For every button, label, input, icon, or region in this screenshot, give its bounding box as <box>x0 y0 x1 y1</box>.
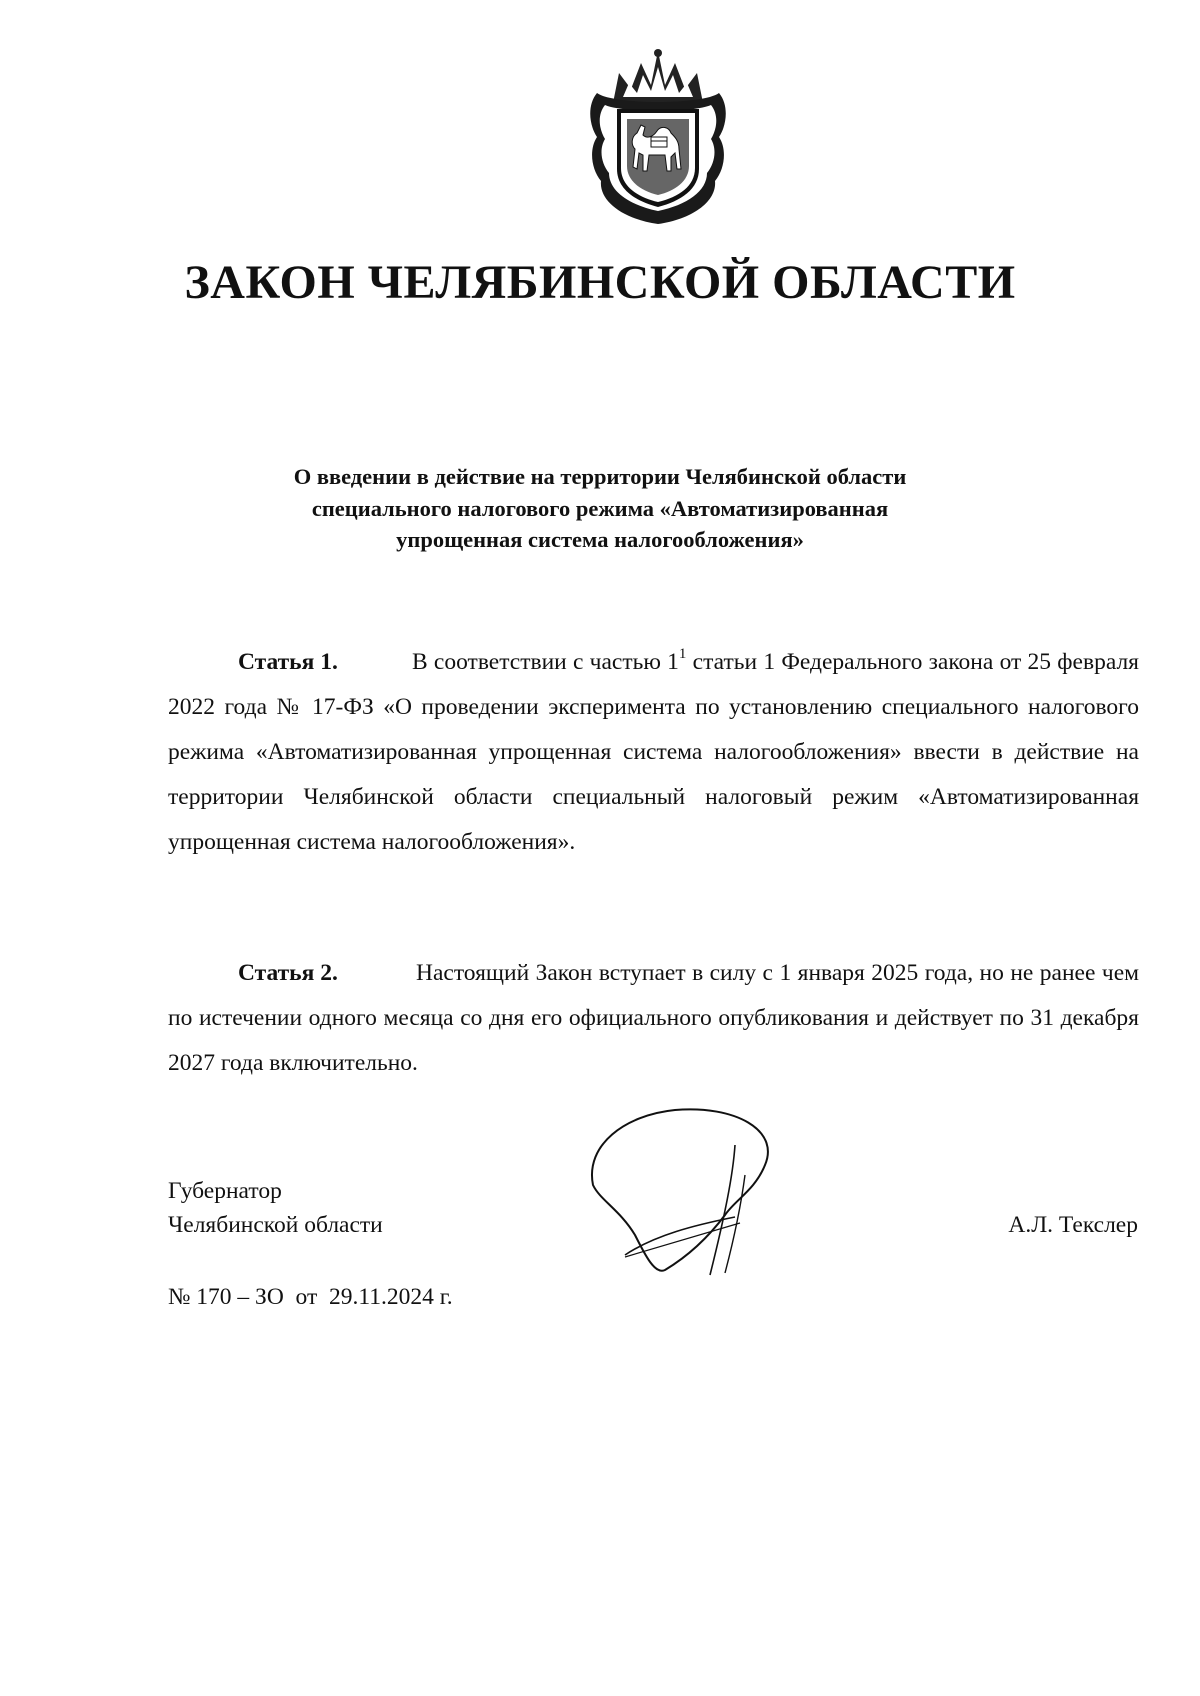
handwritten-signature <box>585 1105 785 1280</box>
law-subject <box>250 461 950 556</box>
law-number-date: № 170 – ЗО от 29.11.2024 г. <box>168 1284 453 1310</box>
article-2-heading: Статья 2. <box>238 960 338 986</box>
subject-line: специального налогового режима «Автоматизированная <box>311 495 889 521</box>
signatory-position-line: Губернатор <box>168 1178 282 1204</box>
article-1-text-before: В соответствии с частью 1 <box>412 649 679 675</box>
article-1 <box>168 640 1139 865</box>
signatory-name: А.Л. Текслер <box>1008 1212 1138 1238</box>
article-2-text: Настоящий Закон вступает в силу с 1 января 2025 года, но не ранее чем по истечении одного месяца со дня его официального опубликования и действует по 31 декабря 2027 года включительно. <box>168 960 1139 1076</box>
coat-of-arms-emblem <box>583 45 733 226</box>
article-1-text-after: статьи 1 Федерального закона от 25 февраля 2022 года № 17-ФЗ «О проведении эксперимента по установлению специального налогового режима «Автоматизированная упрощенная система налогообложения» ввести в действие на территории Челябинской области специальный налоговый режим «Автоматизированная упрощенная система налогообложения». <box>168 649 1139 855</box>
subject-line: упрощенная система налогообложения» <box>396 527 804 552</box>
signatory-position-line: Челябинской области <box>168 1212 383 1238</box>
law-title: ЗАКОН ЧЕЛЯБИНСКОЙ ОБЛАСТИ <box>184 256 1016 309</box>
subject-line: О введении в действие на территории Челябинской области <box>293 464 907 489</box>
article-1-heading: Статья 1. <box>238 649 338 675</box>
article-2 <box>168 951 1139 1086</box>
article-1-superscript: 1 <box>678 646 687 662</box>
signatory-position <box>168 1174 383 1242</box>
